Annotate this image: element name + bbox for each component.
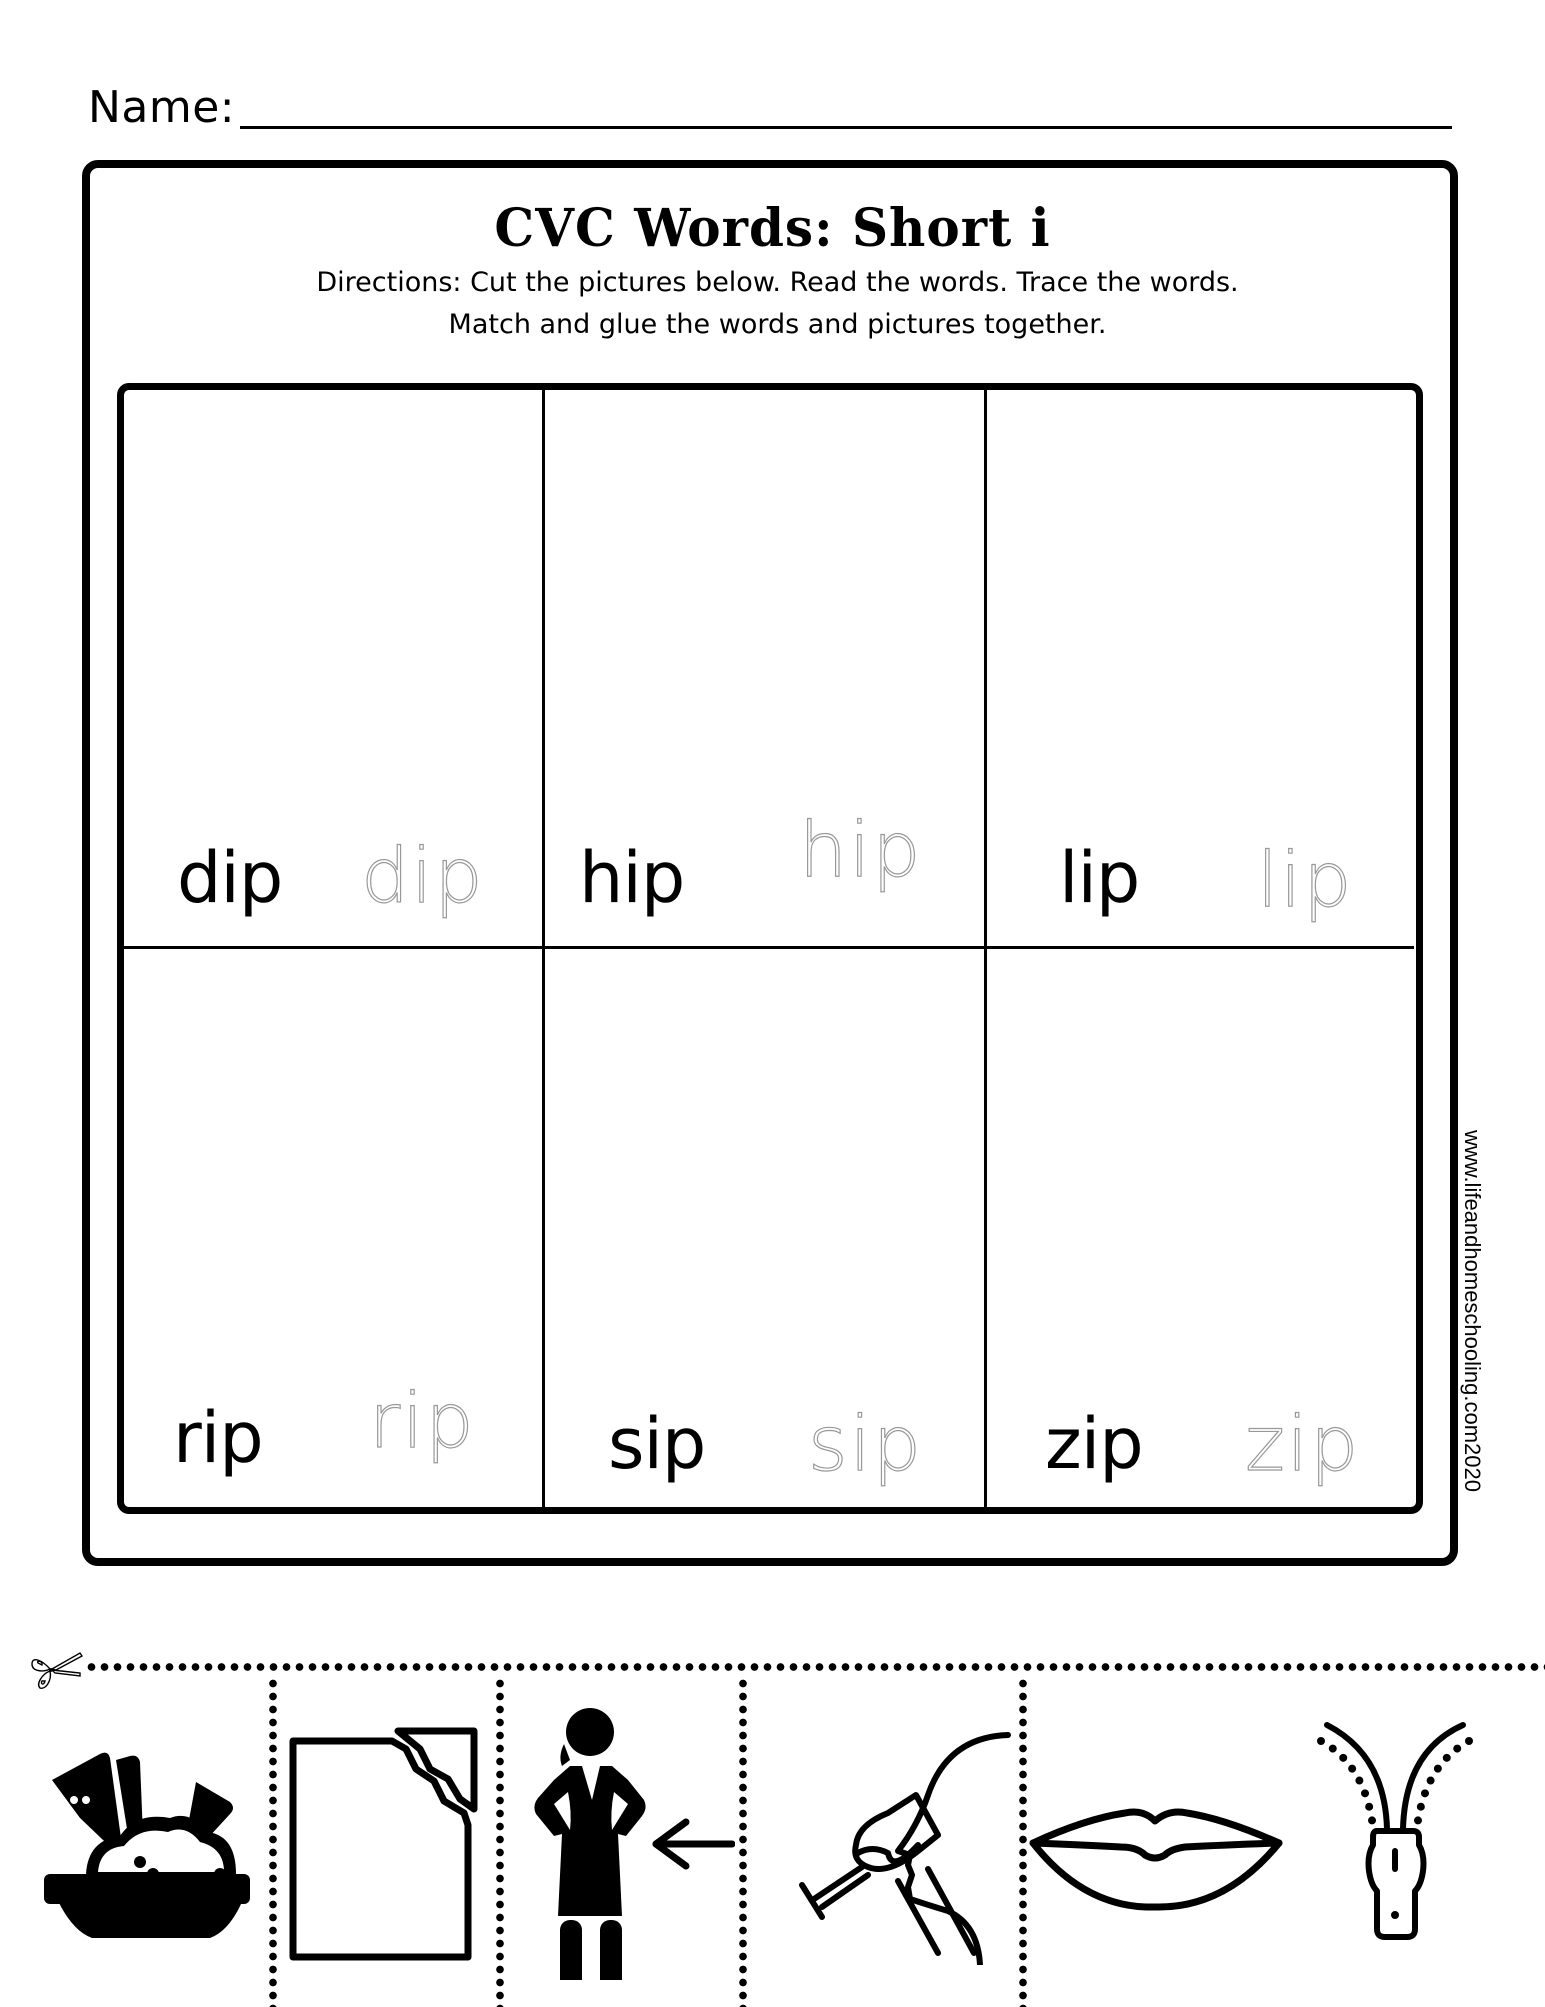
word-dip: dip xyxy=(177,837,283,919)
grid-cell-sip[interactable] xyxy=(545,949,984,1507)
trace-word-lip[interactable]: lip xyxy=(1257,835,1354,924)
trace-word-dip[interactable]: dip xyxy=(361,831,485,920)
word-lip: lip xyxy=(1059,837,1140,919)
cut-line-vertical-1 xyxy=(269,1677,277,2007)
trace-word-rip[interactable]: rip xyxy=(369,1376,476,1465)
woman-hip-arrow-icon[interactable] xyxy=(520,1700,735,1980)
dip-bowl-chips-icon[interactable] xyxy=(40,1740,260,1940)
worksheet-directions: Directions: Cut the pictures below. Read the words. Trace the words. Match and glue the words and pictures together. xyxy=(316,267,1239,340)
sipping-wine-glass-icon[interactable] xyxy=(768,1725,1013,1965)
website-watermark: www.lifeandhomeschooling.com2020 xyxy=(1460,1130,1485,1492)
worksheet-title: CVC Words: Short i xyxy=(494,196,1051,259)
cut-line-horizontal xyxy=(85,1663,1545,1671)
cut-line-vertical-3 xyxy=(739,1677,747,2007)
zipper-icon[interactable] xyxy=(1305,1715,1485,1955)
word-zip: zip xyxy=(1045,1403,1143,1485)
grid-cell-hip[interactable] xyxy=(545,390,984,946)
word-sip: sip xyxy=(608,1403,706,1485)
word-rip: rip xyxy=(173,1397,263,1479)
grid-cell-zip[interactable] xyxy=(987,949,1414,1507)
cut-line-vertical-2 xyxy=(496,1677,504,2007)
grid-cell-dip[interactable] xyxy=(124,390,542,946)
grid-cell-rip[interactable] xyxy=(124,949,542,1507)
trace-word-sip[interactable]: sip xyxy=(808,1399,923,1488)
name-input-line[interactable] xyxy=(240,126,1452,129)
grid-cell-lip[interactable] xyxy=(987,390,1414,946)
trace-word-hip[interactable]: hip xyxy=(799,805,923,894)
name-label: Name: xyxy=(88,82,236,133)
lips-icon[interactable] xyxy=(1025,1795,1290,1915)
ripped-paper-icon[interactable] xyxy=(288,1725,488,1965)
word-hip: hip xyxy=(579,837,685,919)
trace-word-zip[interactable]: zip xyxy=(1245,1399,1361,1488)
scissors-icon xyxy=(28,1648,84,1692)
